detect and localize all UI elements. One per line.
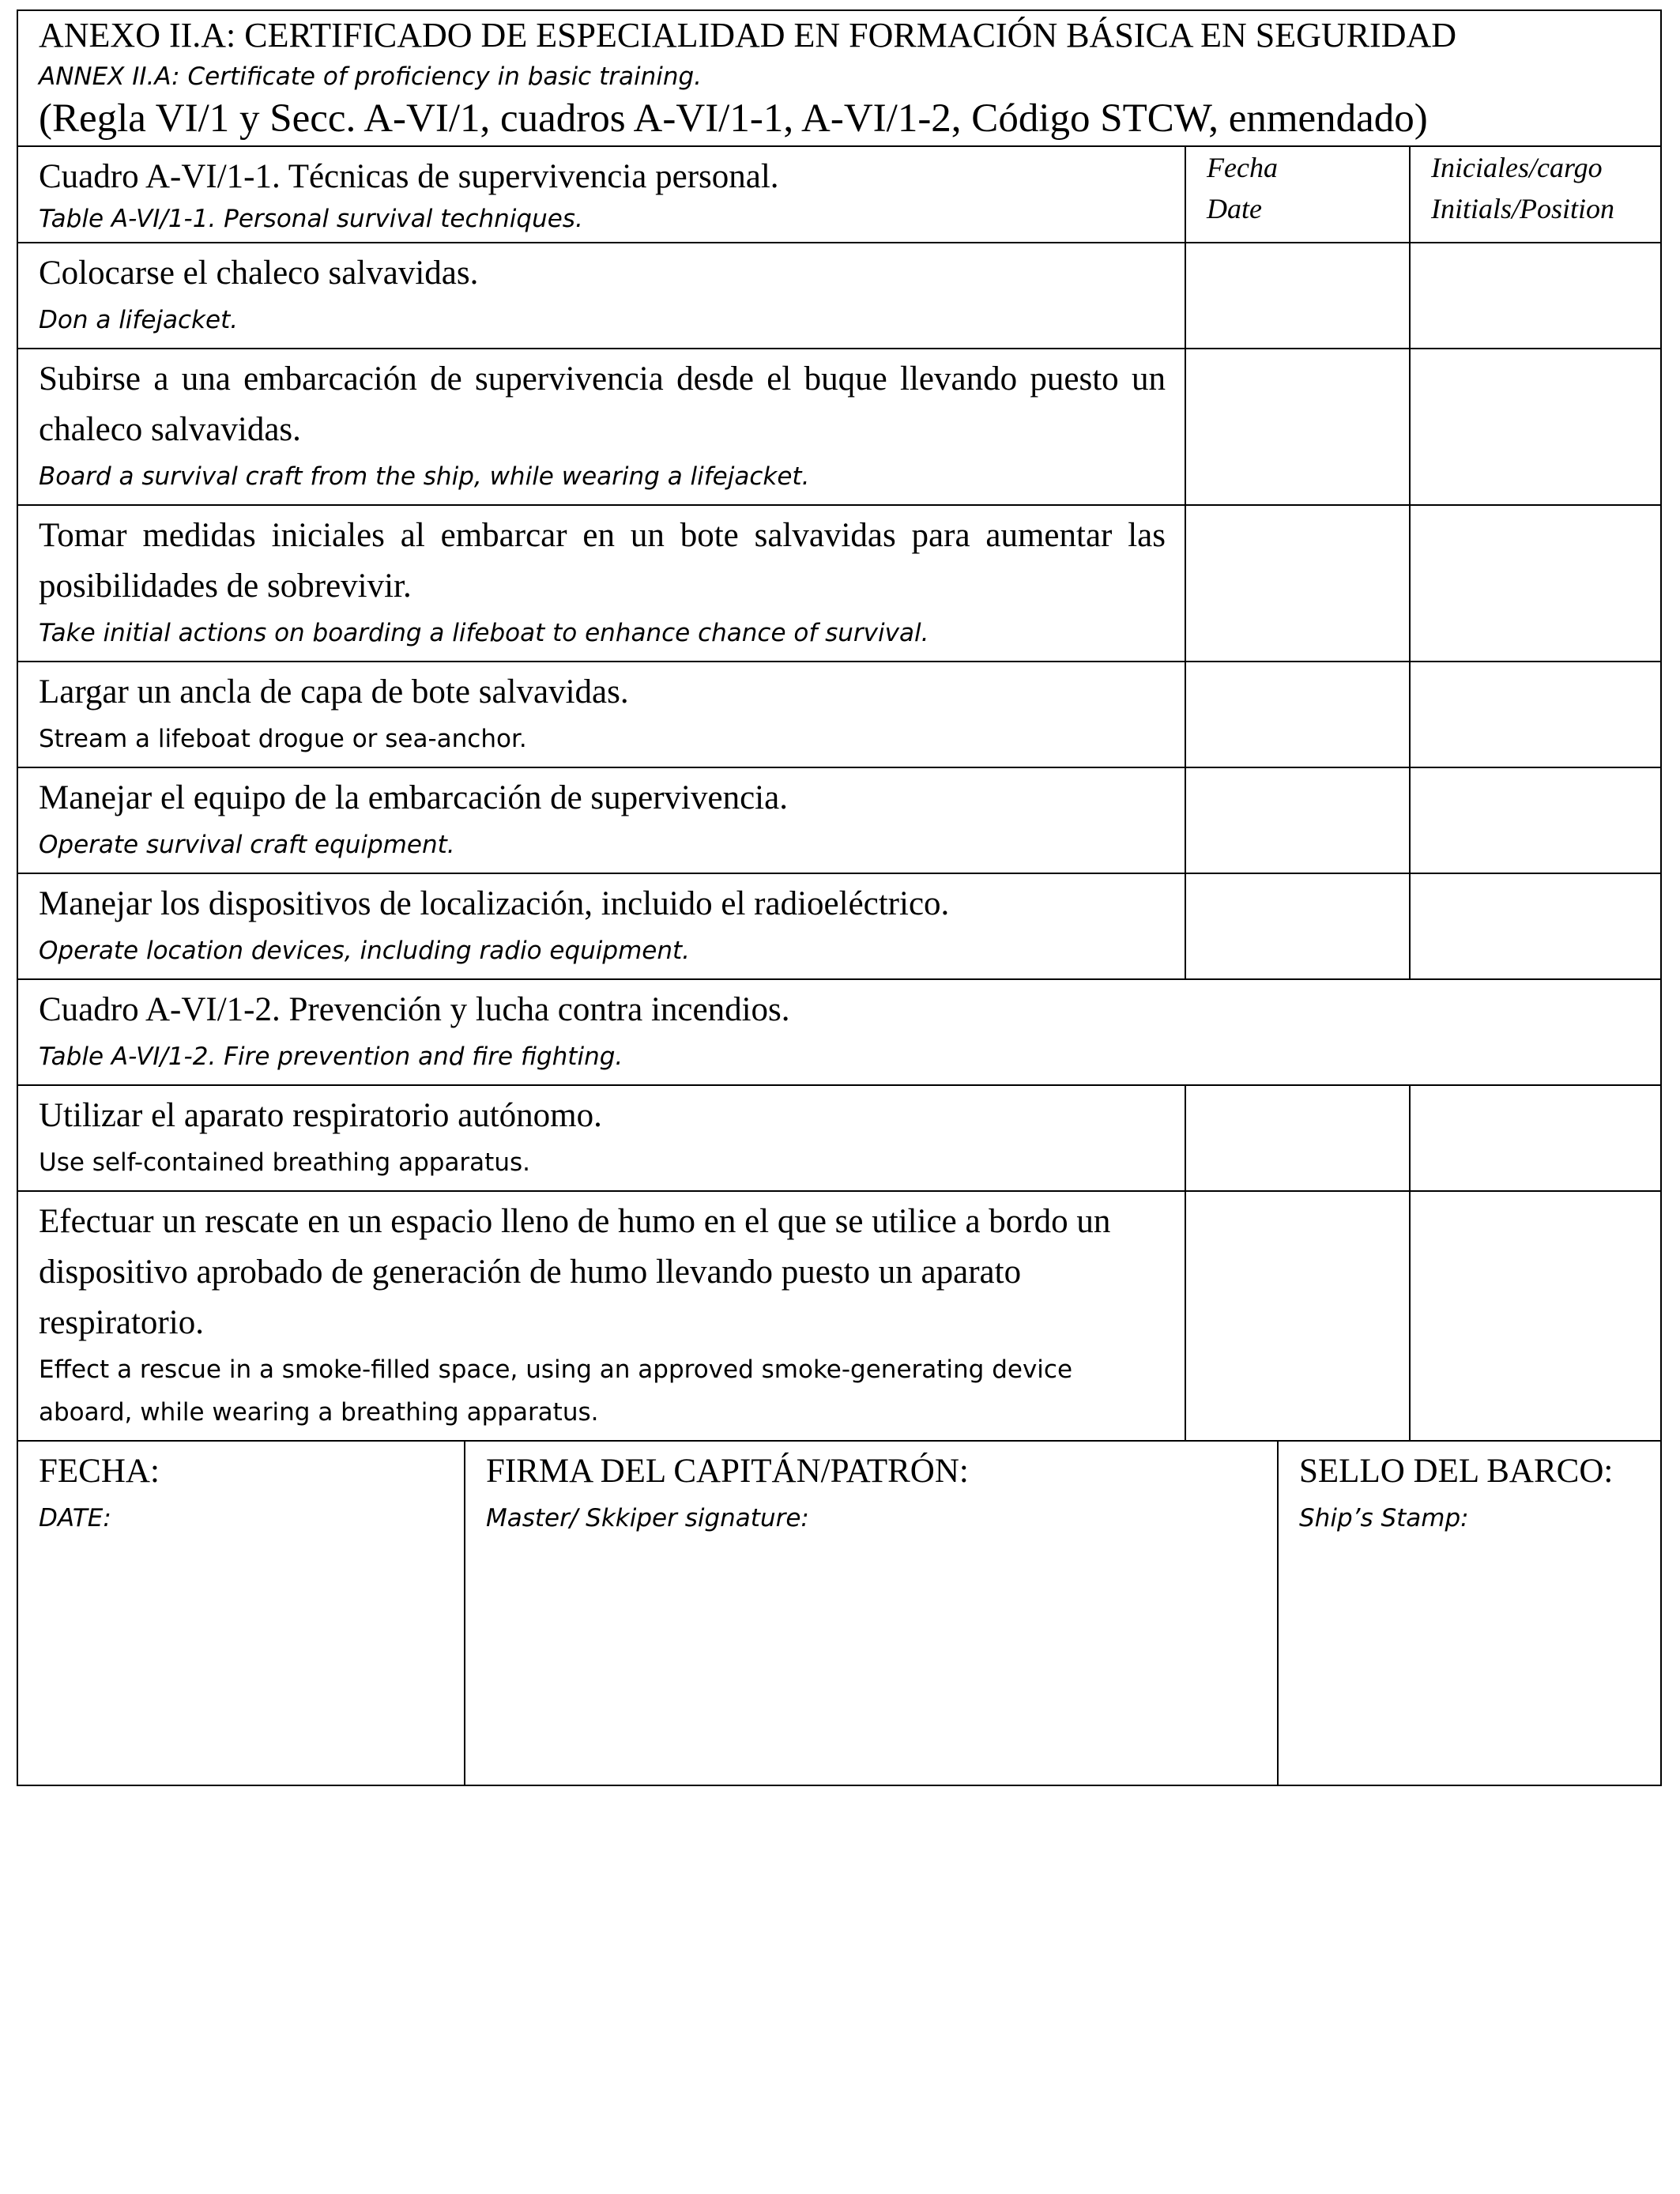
competence-cell: [17, 505, 1185, 662]
initials-field[interactable]: [1410, 505, 1661, 662]
date-field[interactable]: [1185, 349, 1410, 505]
competence-en: Board a survival craft from the ship, while wearing a lifejacket.: [39, 462, 810, 491]
competence-es: Subirse a una embarcación de supervivencia desde el buque llevando puesto un chaleco salvavidas.: [39, 360, 1166, 448]
date-label-en: DATE:: [39, 1504, 111, 1532]
competence-en: Stream a lifeboat drogue or sea-anchor.: [39, 725, 527, 753]
table-row: [17, 1191, 1661, 1441]
date-column-header: [1185, 146, 1410, 243]
table2-title-cell: [17, 979, 1661, 1085]
competence-en: Operate location devices, including radio equipment.: [39, 937, 691, 965]
initials-field[interactable]: [1410, 243, 1661, 349]
certificate-form: [17, 9, 1662, 1786]
initials-field[interactable]: [1410, 349, 1661, 505]
table2-title-en: Table A-VI/1-2. Fire prevention and fire fighting.: [39, 1042, 623, 1071]
date-field[interactable]: [1185, 243, 1410, 349]
date-field[interactable]: [1185, 662, 1410, 767]
table1-title: Cuadro A-VI/1-1. Técnicas de supervivencia personal.: [39, 158, 779, 195]
initials-field[interactable]: [1410, 873, 1661, 979]
competence-en: Take initial actions on boarding a lifeboat to enhance chance of survival.: [39, 619, 929, 647]
competence-es: Manejar los dispositivos de localización, incluido el radioeléctrico.: [39, 885, 950, 922]
table-row: [17, 873, 1661, 979]
competence-es: Manejar el equipo de la embarcación de supervivencia.: [39, 779, 788, 816]
competence-es: Utilizar el aparato respiratorio autónomo.: [39, 1097, 602, 1134]
competence-es: Colocarse el chaleco salvavidas.: [39, 254, 479, 292]
initials-field[interactable]: [1410, 662, 1661, 767]
competence-es: Largar un ancla de capa de bote salvavidas.: [39, 673, 629, 711]
competence-cell: [17, 243, 1185, 349]
ship-stamp-label-en: Ship’s Stamp:: [1299, 1504, 1469, 1532]
competence-en: Don a lifejacket.: [39, 306, 239, 334]
header-row: [17, 10, 1661, 146]
page-title-en: ANNEX II.A: Certificate of proficiency in basic training.: [39, 62, 703, 91]
initials-header-en: Initials/Position: [1431, 193, 1615, 224]
competence-es: Tomar medidas iniciales al embarcar en un bote salvavidas para aumentar las posibilidades de sobrevivir.: [39, 517, 1166, 605]
table2-header-row: [17, 979, 1661, 1085]
master-signature-label: FIRMA DEL CAPITÁN/PATRÓN:: [486, 1453, 969, 1490]
competence-cell: [17, 873, 1185, 979]
table1-title-en: Table A-VI/1-1. Personal survival techniques.: [39, 205, 583, 233]
competence-cell: [17, 662, 1185, 767]
table-row: [17, 1085, 1661, 1191]
signature-row: [17, 1441, 1661, 1785]
competence-en: Use self-contained breathing apparatus.: [39, 1148, 530, 1177]
date-field[interactable]: [1185, 1085, 1410, 1191]
date-field[interactable]: [1185, 767, 1410, 873]
date-field[interactable]: [1185, 873, 1410, 979]
initials-field[interactable]: [1410, 767, 1661, 873]
header-cell: [17, 10, 1661, 146]
table2-title: Cuadro A-VI/1-2. Prevención y lucha contra incendios.: [39, 991, 790, 1028]
date-label: FECHA:: [39, 1453, 160, 1490]
table1-header-row: [17, 146, 1661, 243]
date-header-en: Date: [1207, 193, 1262, 224]
competence-cell: [17, 1191, 1185, 1441]
ship-stamp-label: SELLO DEL BARCO:: [1299, 1453, 1614, 1490]
initials-column-header: [1410, 146, 1661, 243]
table-row: [17, 243, 1661, 349]
ship-stamp-cell[interactable]: [1278, 1441, 1661, 1785]
table1-title-cell: [17, 146, 1185, 243]
date-signature-cell[interactable]: [17, 1441, 465, 1785]
competence-en: Operate survival craft equipment.: [39, 831, 455, 859]
table-row: [17, 505, 1661, 662]
initials-field[interactable]: [1410, 1191, 1661, 1441]
competence-cell: [17, 1085, 1185, 1191]
table-row: [17, 767, 1661, 873]
competence-es: Efectuar un rescate en un espacio lleno de humo en el que se utilice a bordo un dispositivo aprobado de generación de humo llevando puesto un aparato respiratorio.: [39, 1203, 1111, 1341]
date-field[interactable]: [1185, 505, 1410, 662]
regulation-reference: (Regla VI/1 y Secc. A-VI/1, cuadros A-VI/1-1, A-VI/1-2, Código STCW, enmendado): [39, 96, 1428, 141]
initials-field[interactable]: [1410, 1085, 1661, 1191]
competence-cell: [17, 349, 1185, 505]
date-field[interactable]: [1185, 1191, 1410, 1441]
master-signature-label-en: Master/ Skkiper signature:: [486, 1504, 809, 1532]
initials-header-es: Iniciales/cargo: [1431, 152, 1603, 183]
competence-en: Effect a rescue in a smoke-filled space, using an approved smoke-generating device aboard, while wearing a breathing apparatus.: [39, 1355, 1073, 1427]
date-header-es: Fecha: [1207, 152, 1278, 183]
table-row: [17, 662, 1661, 767]
competence-cell: [17, 767, 1185, 873]
master-signature-cell[interactable]: [465, 1441, 1278, 1785]
page-title: ANEXO II.A: CERTIFICADO DE ESPECIALIDAD EN FORMACIÓN BÁSICA EN SEGURIDAD: [39, 16, 1457, 55]
table-row: [17, 349, 1661, 505]
